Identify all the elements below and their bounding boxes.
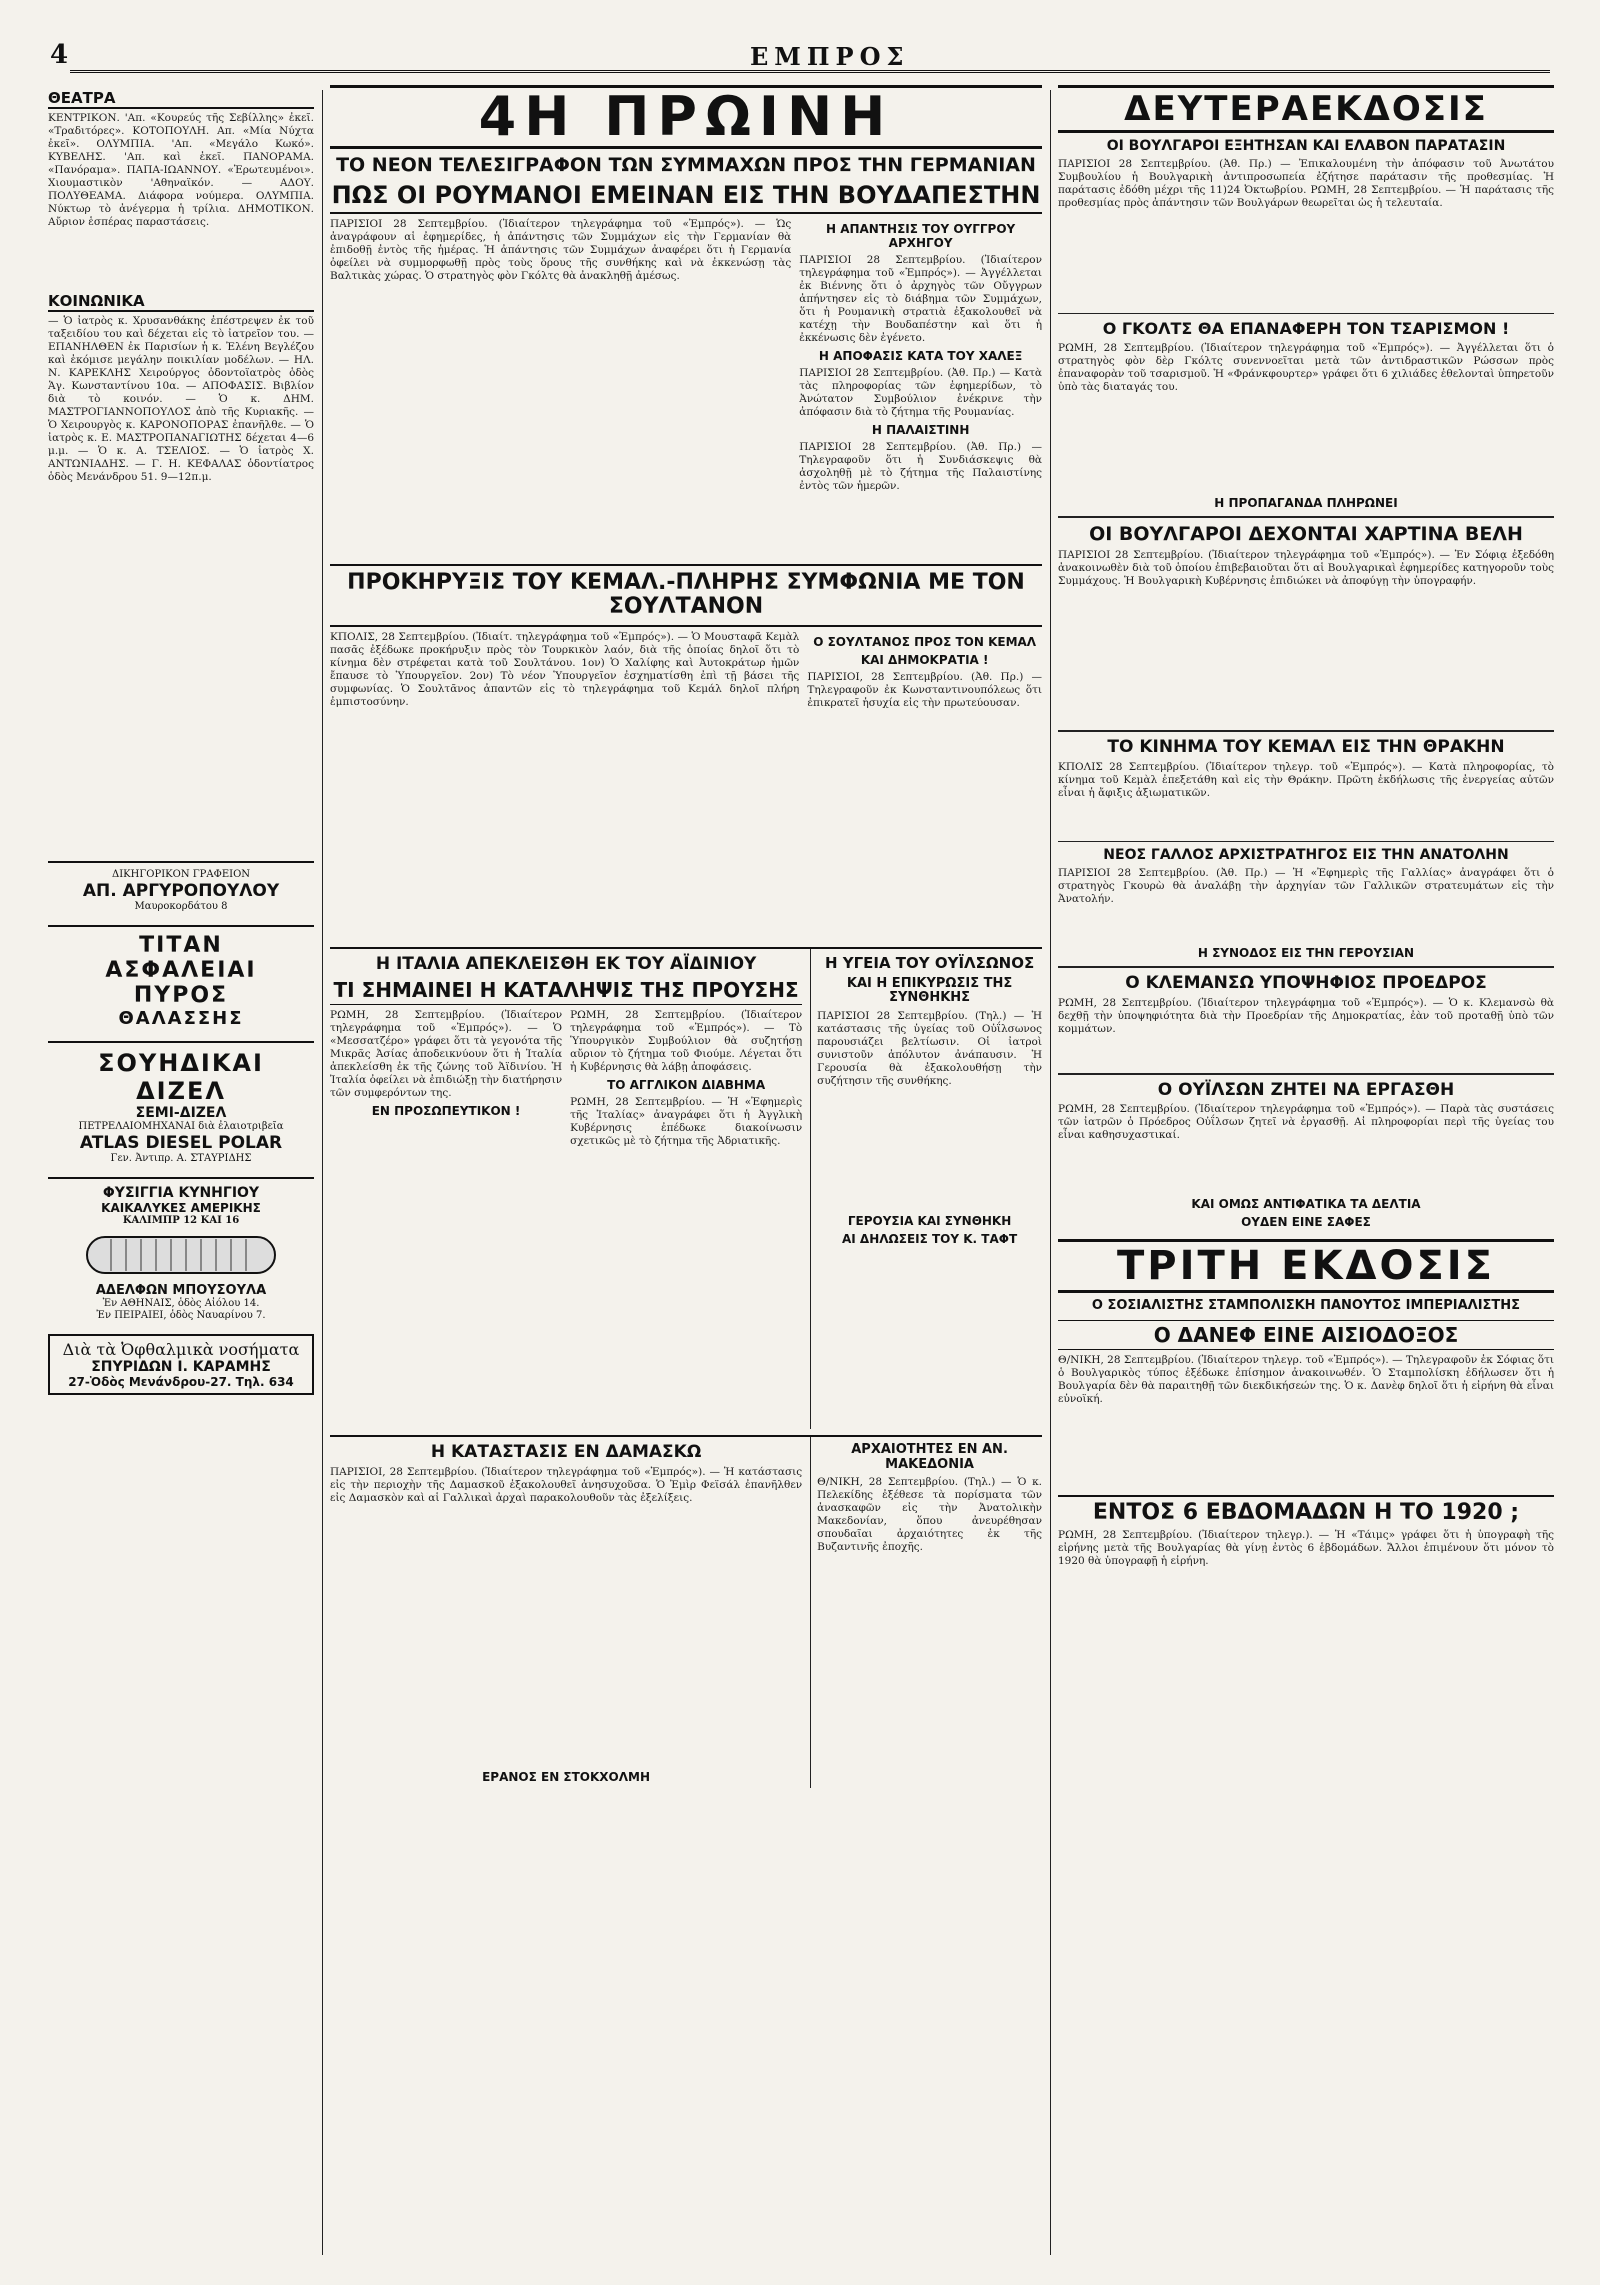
headline-clemenceau: Ο ΚΛΕΜΑΝΣΩ ΥΠΟΨΗΦΙΟΣ ΠΡΟΕΔΡΟΣ bbox=[1125, 972, 1487, 993]
subhead-senate: ΓΕΡΟΥΣΙΑ ΚΑΙ ΣΥΝΘΗΚΗ bbox=[847, 1213, 1012, 1228]
subhead-propaganda: Η ΠΡΟΠΑΓΑΝΔΑ ΠΛΗΡΩΝΕΙ bbox=[1214, 495, 1398, 510]
cartridge-ad: ΦΥΣΙΓΓΙΑ ΚΥΝΗΓΙΟΥ ΚΑΙΚΑΛΥΚΕΣ ΑΜΕΡΙΚΗΣ ΚΑΛΙΜΠΡ 12 ΚΑΙ 16 ΑΔΕΛΦΩΝ ΜΠΟΥΣΟΥΛΑ Ἐν ΑΘΗΝΑΙΣ, ὁδὸς Αἰόλου 14. Ἐν ΠΕΙΡΑΙΕΙ, ὁδὸς Ναυαρίνου 7. bbox=[48, 1177, 314, 1328]
headline-kemal: ΠΡΟΚΗΡΥΞΙΣ ΤΟΥ ΚΕΜΑΛ.-ΠΛΗΡΗΣ ΣΥΜΦΩΝΙΑ ΜΕ ΤΟΝ ΣΟΥΛΤΑΝΟΝ bbox=[330, 564, 1042, 626]
headline-italy: Η ΙΤΑΛΙΑ ΑΠΕΚΛΕΙΣΘΗ ΕΚ ΤΟΥ ΑΪΔΙΝΙΟΥ bbox=[375, 953, 757, 974]
headline-bulgarians-extension: ΟΙ ΒΟΥΛΓΑΡΟΙ ΕΞΗΤΗΣΑΝ ΚΑΙ ΕΛΑΒΟΝ ΠΑΡΑΤΑΣΙΝ bbox=[1106, 138, 1506, 154]
column-second-edition: ΔΕΥΤΕΡΑΕΚΔΟΣΙΣ ΟΙ ΒΟΥΛΓΑΡΟΙ ΕΞΗΤΗΣΑΝ ΚΑΙ ΕΛΑΒΟΝ ΠΑΡΑΤΑΣΙΝ ΠΑΡΙΣΙΟΙ 28 Σεπτεμβρίου. (Ἀθ. Πρ.) — Ἐπικαλουμένη τὴν ἀπόφασιν τοῦ Ἀνωτάτου Συμβουλίου ἡ Βουλγαρικὴ ἀντιπροσωπεία ἐζήτησε παράτασιν τῆς προθεσμίας. Ἡ παράτασις ἐδόθη μέχρι τῆς 11)24 Ὀκτωβρίου. ΡΩΜΗ, 28 Σεπτεμβρίου. — Ἡ παράτασις τῆς προθεσμίας πρὸς ἀπάντησιν τῶν Βουλγάρων θεωρεῖται ὡς ἡ τελευταία. Ο ΓΚΟΛΤΣ ΘΑ ΕΠΑΝΑΦΕΡΗ ΤΟΝ ΤΣΑΡΙΣΜΟΝ ! ΡΩΜΗ, 28 Σεπτεμβρίου. (Ἰδιαίτερον τηλεγράφημα τοῦ «Ἐμπρός»). — Ἀγγέλλεται ὅτι ὁ στρατηγὸς φὸν δὲρ Γκόλτς συνεννοεῖται μετὰ τῶν ἀντιδραστικῶν Ρώσσων πρὸς ἐπαναφορὰν τοῦ τσαρισμοῦ. Ἡ «Φράνκφουρτερ» γράφει ὅτι 6 χιλιάδες ἐθελονταὶ ὑπηρετοῦν ὑπὸ τὰς διαταγάς του. Η ΠΡΟΠΑΓΑΝΔΑ ΠΛΗΡΩΝΕΙ ΟΙ ΒΟΥΛΓΑΡΟΙ ΔΕΧΟΝΤΑΙ ΧΑΡΤΙΝΑ ΒΕΛΗ ΠΑΡΙΣΙΟΙ 28 Σεπτεμβρίου. (Ἰδιαίτερον τηλεγράφημα τοῦ «Ἐμπρός»). — Ἐν Σόφιᾳ ἐξεδόθη ἀνακοινωθὲν διὰ τοῦ ὁποίου ἐπιβεβαιοῦται ὅτι αἱ Βουλγαρικαὶ ἐφημερίδες κατηγοροῦν τοὺς Συμμάχους. Ἡ Βουλγαρικὴ Κυβέρνησις ἐπιδιώκει νὰ ἀποφύγῃ τὴν ὑπογραφήν. ΤΟ ΚΙΝΗΜΑ ΤΟΥ ΚΕΜΑΛ ΕΙΣ ΤΗΝ ΘΡΑΚΗΝ ΚΠΟΛΙΣ 28 Σεπτεμβρίου. (Ἰδιαίτερον τηλεγρ. τοῦ «Ἐμπρός»). — Κατὰ πληροφορίας, τὸ κίνημα τοῦ Κεμὰλ ἐπεξετάθη καὶ εἰς τὴν Θράκην. Πρῶτη ἐκδήλωσις τῆς ἐνεργείας αὐτῶν εἶναι ἡ ἄφιξις ἀξιωματικῶν. ΝΕΟΣ ΓΑΛΛΟΣ ΑΡΧΙΣΤΡΑΤΗΓΟΣ ΕΙΣ ΤΗΝ ΑΝΑΤΟΛΗΝ ΠΑΡΙΣΙΟΙ 28 Σεπτεμβρίου. (Ἀθ. Πρ.) — Ἡ «Ἐφημερὶς τῆς Γαλλίας» ἀναγράφει ὅτι ὁ στρατηγὸς Γκουρὼ θὰ ἀναλάβῃ τὴν ἀρχηγίαν τῶν Γαλλικῶν στρατευμάτων εἰς τὴν Ἀνατολήν. Η ΣΥΝΟΔΟΣ ΕΙΣ ΤΗΝ ΓΕΡΟΥΣΙΑΝ Ο ΚΛΕΜΑΝΣΩ ΥΠΟΨΗΦΙΟΣ ΠΡΟΕΔΡΟΣ ΡΩΜΗ, 28 Σεπτεμβρίου. (Ἰδιαίτερον τηλεγράφημα τοῦ «Ἐμπρός»). — Ὁ κ. Κλεμανσὼ θὰ δεχθῇ τὴν ὑποψηφιότητα διὰ τὴν Προεδρίαν τῆς Δημοκρατίας, ἐὰν τοῦ προταθῇ ὑπὸ τῶν κομμάτων. Ο ΟΥΪΛΣΩΝ ΖΗΤΕΙ ΝΑ ΕΡΓΑΣΘΗ ΡΩΜΗ, 28 Σεπτεμβρίου. (Ἰδιαίτερον τηλεγράφημα τοῦ «Ἐμπρός»). — Παρὰ τὰς συστάσεις τῶν ἰατρῶν ὁ Πρόεδρος Οὐΐλσων ζητεῖ νὰ ἐργασθῇ. Αἱ πληροφορίαι περὶ τῆς ὑγείας του εἶναι καθησυχαστικαί. ΚΑΙ ΟΜΩΣ ΑΝΤΙΦΑΤΙΚΑ ΤΑ ΔΕΛΤΙΑ ΟΥΔΕΝ ΕΙΝΕ ΣΑΦΕΣ ΤΡΙΤΗ ΕΚΔΟΣΙΣ Ο ΣΟΣΙΑΛΙΣΤΗΣ ΣΤΑΜΠΟΛΙΣΚΗ ΠΑΝΟΥΤΟΣ ΙΜΠΕΡΙΑΛΙΣΤΗΣ Ο ΔΑΝΕΦ ΕΙΝΕ ΑΙΣΙΟΔΟΞΟΣ Θ/ΝΙΚΗ, 28 Σεπτεμβρίου. (Ἰδιαίτερον τηλεγρ. τοῦ «Ἐμπρός»). — Τηλεγραφοῦν ἐκ Σόφιας ὅτι ὁ Βουλγαρικὸς τύπος ἐξέδωκε ἐπίσημον ἀνακοινωθέν. Ὁ Σταμπολίσκη ἐδήλωσεν ὅτι ἡ Βουλγαρία δὲν θὰ παραιτηθῇ τῶν διεκδικήσεών της. Ὁ κ. Δανὲφ δηλοῖ ὅτι ἡ εἰρήνη θὰ εἶναι εὐνοϊκή. ΕΝΤΟΣ 6 ΕΒΔΟΜΑΔΩΝ Η ΤΟ 1920 ; ΡΩΜΗ, 28 Σεπτεμβρίου. (Ἰδιαίτερον τηλεγρ.). — Ἡ «Τάιμς» γράφει ὅτι ἡ ὑπογραφὴ τῆς εἰρήνης μετὰ τῆς Βουλγαρίας θὰ γίνῃ ἐντὸς 6 ἑβδομάδων. Ἄλλοι ἐπιμένουν ὅτι μόνον τὸ 1920 θὰ ὑπογραφῇ ἡ εἰρήνη. bbox=[1058, 85, 1554, 1609]
subhead-taft: ΑΙ ΔΗΛΩΣΕΙΣ ΤΟΥ Κ. ΤΑΦΤ bbox=[842, 1231, 1018, 1246]
headline-damascus: Η ΚΑΤΑΣΤΑΣΙΣ ΕΝ ΔΑΜΑΣΚΩ bbox=[430, 1442, 702, 1463]
headline-kemal-thrace: ΤΟ ΚΙΝΗΜΑ ΤΟΥ ΚΕΜΑΛ ΕΙΣ ΤΗΝ ΘΡΑΚΗΝ bbox=[1107, 736, 1505, 757]
social-title: ΚΟΙΝΩΝΙΚΑ bbox=[48, 292, 314, 312]
law-office-ad: ΔΙΚΗΓΟΡΙΚΟΝ ΓΡΑΦΕΙΟΝ ΑΠ. ΑΡΓΥΡΟΠΟΥΛΟΥ Μαυροκορδάτου 8 bbox=[48, 861, 314, 919]
headline-ultimatum: ΤΟ ΝΕΟΝ ΤΕΛΕΣΙΓΡΑΦΟΝ ΤΩΝ ΣΥΜΜΑΧΩΝ ΠΡΟΣ ΤΗΝ ΓΕΡΜΑΝΙΑΝ bbox=[336, 154, 1036, 176]
third-edition-banner: ΤΡΙΤΗ ΕΚΔΟΣΙΣ bbox=[1058, 1239, 1554, 1293]
headline-french-general: ΝΕΟΣ ΓΑΛΛΟΣ ΑΡΧΙΣΤΡΑΤΗΓΟΣ ΕΙΣ ΤΗΝ ΑΝΑΤΟΛΗΝ bbox=[1103, 846, 1509, 863]
headline-stamboliski: Ο ΣΟΣΙΑΛΙΣΤΗΣ ΣΤΑΜΠΟΛΙΣΚΗ ΠΑΝΟΥΤΟΣ ΙΜΠΕΡΙΑΛΙΣΤΗΣ bbox=[1091, 1298, 1521, 1314]
italy-section: Η ΙΤΑΛΙΑ ΑΠΕΚΛΕΙΣΘΗ ΕΚ ΤΟΥ ΑΪΔΙΝΙΟΥ ΤΙ ΣΗΜΑΙΝΕΙ Η ΚΑΤΑΛΗΨΙΣ ΤΗΣ ΠΡΟΥΣΗΣ ΡΩΜΗ, 28 Σεπτεμβρίου. (Ἰδιαίτερον τηλεγράφημα τοῦ «Ἐμπρός»). — Ὁ «Μεσσατζέρο» γράφει ὅτι τὰ γεγονότα τῆς Μικρᾶς Ἀσίας ἀποδεικνύουν ὅτι ἡ Ἰταλία ἀπεκλείσθη ἐκ τῆς ζώνης τοῦ Ἀϊδινίου. Ἡ Ἰταλία ὀφείλει νὰ ἐπιδιώξῃ τὴν διατήρησιν τῶν συμφερόντων της. ΕΝ ΠΡΟΣΩΠΕΥΤΙΚΟΝ ! ΡΩΜΗ, 28 Σεπτεμβρίου. (Ἰδιαίτερον τηλεγράφημα τοῦ «Ἐμπρός»). — Τὸ Ὑπουργικὸν Συμβούλιον θὰ συζητήσῃ αὔριον τὸ ζήτημα τοῦ Φιούμε. Λέγεται ὅτι ἡ Κυβέρνησις θὰ λάβῃ ἀποφάσεις. ΤΟ ΑΓΓΛΙΚΟΝ ΔΙΑΒΗΜΑ ΡΩΜΗ, 28 Σεπτεμβρίου. — Ἡ «Ἐφημερὶς τῆς Ἰταλίας» ἀναγράφει ὅτι ἡ Ἀγγλικὴ Κυβέρνησις ἐπέδωκε διακοίνωσιν σχετικῶς μὲ τὸ ζήτημα τῆς Ἀδριατικῆς. Η ΥΓΕΙΑ ΤΟΥ ΟΥΪΛΣΩΝΟΣ ΚΑΙ Η ΕΠΙΚΥΡΩΣΙΣ ΤΗΣ ΣΥΝΘΗΚΗΣ ΠΑΡΙΣΙΟΙ 28 Σεπτεμβρίου. (Τηλ.) — Ἡ κατάστασις τῆς ὑγείας τοῦ Οὐΐλσωνος παρουσιάζει βελτίωσιν. Οἱ ἰατροὶ συνιστοῦν ἀπόλυτον ἀνάπαυσιν. Ἡ Γερουσία θὰ ἐξακολουθήσῃ τὴν συζήτησιν τῆς συνθήκης. ΓΕΡΟΥΣΙΑ ΚΑΙ ΣΥΝΘΗΚΗ ΑΙ ΔΗΛΩΣΕΙΣ ΤΟΥ Κ. ΤΑΦΤ bbox=[330, 947, 1042, 1430]
headline-treaty: ΚΑΙ Η ΕΠΙΚΥΡΩΣΙΣ ΤΗΣ ΣΥΝΘΗΚΗΣ bbox=[846, 976, 1013, 1006]
page-number: 4 bbox=[50, 40, 69, 70]
headline-wilson-work: Ο ΟΥΪΛΣΩΝ ΖΗΤΕΙ ΝΑ ΕΡΓΑΣΘΗ bbox=[1157, 1079, 1455, 1100]
theatres-title: ΘΕΑΤΡΑ bbox=[48, 89, 314, 109]
masthead-rule bbox=[70, 70, 1550, 73]
subhead-democracy: ΚΑΙ ΔΗΜΟΚΡΑΤΙΑ ! bbox=[860, 652, 989, 667]
lead-story-block: ΠΑΡΙΣΙΟΙ 28 Σεπτεμβρίου. (Ἰδιαίτερον τηλεγράφημα τοῦ «Ἐμπρός»). — Ὡς ἀναγράφουν αἱ ἐφημερίδες, ἡ ἀπάντησις τῶν Συμμάχων εἰς τὴν Γερμανίαν θὰ ἐπιδοθῇ ἐντὸς τῆς ἡμέρας. Ἡ ἀπάντησις τῶν Συμμάχων ἀναφέρει ὅτι ἡ Γερμανία ὀφείλει νὰ συμμορφωθῇ πρὸς τοὺς ὅρους τῆς συνθήκης καὶ νὰ ἐκκενώσῃ τὰς Βαλτικὰς χώρας. Ὁ στρατηγὸς φὸν Γκόλτς θὰ ἀνακληθῇ ἀμέσως. Η ΑΠΑΝΤΗΣΙΣ ΤΟΥ ΟΥΓΓΡΟΥ ΑΡΧΗΓΟΥ ΠΑΡΙΣΙΟΙ 28 Σεπτεμβρίου. (Ἰδιαίτερον τηλεγράφημα τοῦ «Ἐμπρός»). — Ἀγγέλλεται ἐκ Βιέννης ὅτι ὁ ἀρχηγὸς τῶν Οὔγγρων ἀπήντησεν εἰς τὸ διάβημα τῶν Συμμάχων, ὅτι ἡ Ρουμανικὴ στρατιὰ ἐξακολουθεῖ νὰ κατέχῃ τὴν Βουδαπέστην καὶ ὅτι ἡ ἐκκένωσις δὲν ἐγένετο. Η ΑΠΟΦΑΣΙΣ ΚΑΤΑ ΤΟΥ ΧΑΛΕΞ ΠΑΡΙΣΙΟΙ 28 Σεπτεμβρίου. (Ἀθ. Πρ.) — Κατὰ τὰς πληροφορίας τῶν ἐφημερίδων, τὸ Ἀνώτατον Συμβούλιον ἐνέκρινε τὴν ἀπόφασιν διὰ τὸ ζήτημα τῆς Ρουμανίας. Η ΠΑΛΑΙΣΤΙΝΗ ΠΑΡΙΣΙΟΙ 28 Σεπτεμβρίου. (Ἀθ. Πρ.) — Τηλεγραφοῦν ὅτι ἡ Συνδιάσκεψις θὰ ἀσχοληθῇ μὲ τὸ ζήτημα τῆς Παλαιστίνης ἐντὸς τῶν ἡμερῶν. bbox=[330, 218, 1042, 558]
theatres-text: ΚΕΝΤΡΙΚΟΝ. 'Απ. «Κουρεύς τῆς Σεβίλλης» ἐκεῖ. «Τραδιτόρες». ΚΟΤΟΠΟΥΛΗ. Απ. «Μία Νύχτα ἐκεῖ». ΟΛΥΜΠΙΑ. 'Απ. «Μεγάλο Κωκό». ΚΥΒΕΛΗΣ. 'Απ. καὶ ἐκεῖ. ΠΑΝΟΡΑΜΑ. «Πανόραμα». ΠΑΠΑ-ΙΩΑΝΝΟΥ. «Ἐρωτευμένοι». Χιουμαστικὸν 'Αθηναϊκόν. — ΑΔΟΥ. ΠΟΛΥΘΕΑΜΑ. Διάφορα νούμερα. ΟΛΥΜΠΙΑ. Νύκτωρ τὸ ἀνέγερμα ἡ τρίλια. ΔΗΜΟΤΙΚΟΝ. Αὔριον ἑσπέρας παραστάσεις. bbox=[48, 112, 314, 228]
headline-paper-arrows: ΟΙ ΒΟΥΛΓΑΡΟΙ ΔΕΧΟΝΤΑΙ ΧΑΡΤΙΝΑ ΒΕΛΗ bbox=[1089, 522, 1523, 545]
headline-prusa: ΤΙ ΣΗΜΑΙΝΕΙ Η ΚΑΤΑΛΗΨΙΣ ΤΗΣ ΠΡΟΥΣΗΣ bbox=[330, 979, 802, 1005]
optics-ad: Διὰ τὰ Ὀφθαλμικὰ νοσήματα ΣΠΥΡΙΔΩΝ Ι. ΚΑΡΑΜΗΣ 27-Ὁδὸς Μενάνδρου-27. Τηλ. 634 bbox=[48, 1334, 314, 1395]
damascus-section: Η ΚΑΤΑΣΤΑΣΙΣ ΕΝ ΔΑΜΑΣΚΩ ΠΑΡΙΣΙΟΙ, 28 Σεπτεμβρίου. (Ἰδιαίτερον τηλεγράφημα τοῦ «Ἐμπρός»). — Ἡ κατάστασις εἰς τὴν περιοχὴν τῆς Δαμασκοῦ ἐξακολουθεῖ ἀνησυχοῦσα. Ὁ Ἐμὶρ Φεϊσάλ ἐπανῆλθεν εἰς Δαμασκὸν καὶ αἱ Γαλλικαὶ ἀρχαὶ παρακολουθοῦν τὰς ἐξελίξεις. ΕΡΑΝΟΣ ΕΝ ΣΤΟΚΧΟΛΜΗ ΑΡΧΑΙΟΤΗΤΕΣ ΕΝ ΑΝ. ΜΑΚΕΔΟΝΙΑ Θ/ΝΙΚΗ, 28 Σεπτεμβρίου. (Τηλ.) — Ὁ κ. Πελεκίδης ἐξέθεσε τὰ πορίσματα τῶν ἀνασκαφῶν εἰς τὴν Ἀνατολικὴν Μακεδονίαν, ὅπου ἀνευρέθησαν σπουδαῖαι ἀρχαιότητες ἐκ τῆς Βυζαντινῆς ἐποχῆς. bbox=[330, 1435, 1042, 1788]
subhead-sultan: Ο ΣΟΥΛΤΑΝΟΣ ΠΡΟΣ ΤΟΝ ΚΕΜΑΛ bbox=[813, 634, 1037, 649]
lead-story-text: ΠΑΡΙΣΙΟΙ 28 Σεπτεμβρίου. (Ἰδιαίτερον τηλεγράφημα τοῦ «Ἐμπρός»). — Ὡς ἀναγράφουν αἱ ἐφημερίδες, ἡ ἀπάντησις τῶν Συμμάχων εἰς τὴν Γερμανίαν θὰ ἐπιδοθῇ ἐντὸς τῆς ἡμέρας. Ἡ ἀπάντησις τῶν Συμμάχων ἀναφέρει ὅτι ἡ Γερμανία ὀφείλει νὰ συμμορφωθῇ πρὸς τοὺς ὅρους τῆς συνθήκης καὶ νὰ ἐκκενώσῃ τὰς Βαλτικὰς χώρας. Ὁ στρατηγὸς φὸν Γκόλτς θὰ ἀνακληθῇ ἀμέσως. bbox=[330, 218, 792, 283]
headline-danev: Ο ΔΑΝΕΦ ΕΙΝΕ ΑΙΣΙΟΔΟΞΟΣ bbox=[1058, 1320, 1554, 1350]
headline-six-weeks: ΕΝΤΟΣ 6 ΕΒΔΟΜΑΔΩΝ Η ΤΟ 1920 ; bbox=[1058, 1495, 1554, 1525]
column-main bbox=[330, 85, 1042, 1788]
subhead-personal: ΕΝ ΠΡΟΣΩΠΕΥΤΙΚΟΝ ! bbox=[371, 1104, 521, 1119]
social-text: — Ὁ ἰατρὸς κ. Χρυσανθάκης ἐπέστρεψεν ἐκ τοῦ ταξειδίου του καὶ δέχεται εἰς τὸ ἰατρεῖον του. —ΕΠΑΝΗΛΘΕΝ ἐκ Παρισίων ἡ κ. Ἐλένη Βεγλέζου καὶ ἐκόμισε μεγάλην ποικιλίαν μοδέλων. — ΗΛ. Ν. ΚΑΡΕΚΛΗΣ Χειρούργος ὀδοντοϊατρὸς ὁδὸς Ἁγ. Κωνσταντίνου 10α. — ΑΠΟΦΑΣΙΣ. Βιβλίον διὰ τὸ κοινόν. — Ὁ κ. ΔΗΜ. ΜΑΣΤΡΟΓΙΑΝΝΟΠΟΥΛΟΣ ἀπὸ τῆς Κυριακῆς. — Ὁ Χειρουργὸς κ. ΚΑΡΟΝΟΠΟΡΑΣ ἐπανῆλθε. — Ὁ ἰατρὸς κ. Ε. ΜΑΣΤΡΟΠΑΝΑΓΙΩΤΗΣ δέχεται 4—6 μ.μ. — Ὁ κ. Α. ΤΣΕΛΙΟΣ. — Ὁ ἰατρὸς Χ. ΑΝΤΩΝΙΑΔΗΣ. — Γ. Η. ΚΕΦΑΛΑΣ ὁδοντίατρος ὁδὸς Μενάνδρου 51. 9—12π.μ. bbox=[48, 315, 314, 483]
headline-goltz: Ο ΓΚΟΛΤΣ ΘΑ ΕΠΑΝΑΦΕΡΗ ΤΟΝ ΤΣΑΡΙΣΜΟΝ ! bbox=[1102, 319, 1510, 339]
subhead-palestine: Η ΠΑΛΑΙΣΤΙΝΗ bbox=[871, 423, 970, 438]
kemal-story-block: ΚΠΟΛΙΣ, 28 Σεπτεμβρίου. (Ἰδιαίτ. τηλεγράφημα τοῦ «Ἐμπρός»). — Ὁ Μουσταφᾶ Κεμὰλ πασᾶς ἐξέδωκε προκήρυξιν πρὸς τὸν Τουρκικὸν λαόν, διὰ τῆς ὁποίας δηλοῖ ὅτι τὸ κίνημα δὲν στρέφεται κατὰ τοῦ Σουλτάνου. 1ον) Ὁ Χαλίφης καὶ Ἀυτοκράτωρ ἡμῶν ἔπαυσε τὸ Ὑπουργεῖον. 2ον) Τὸ νέον Ὑπουργεῖον ἐσχηματίσθη ἐπὶ τῇ βάσει τῆς συμφωνίας. Ὁ Σουλτᾶνος ἀπαντῶν εἰς τὸ τηλεγράφημα τοῦ Κεμάλ δηλοῖ πλήρη ἐμπιστοσύνην. Ο ΣΟΥΛΤΑΝΟΣ ΠΡΟΣ ΤΟΝ ΚΕΜΑΛ ΚΑΙ ΔΗΜΟΚΡΑΤΙΑ ! ΠΑΡΙΣΙΟΙ, 28 Σεπτεμβρίου. (Ἀθ. Πρ.) — Τηλεγραφοῦν ἐκ Κωνσταντινουπόλεως ὅτι ἐπικρατεῖ ἡσυχία εἰς τὴν πρωτεύουσαν. bbox=[330, 631, 1042, 941]
column-divider bbox=[1050, 90, 1051, 2255]
second-edition-banner: ΔΕΥΤΕΡΑΕΚΔΟΣΙΣ bbox=[1058, 85, 1554, 133]
column-divider bbox=[322, 90, 323, 2255]
masthead bbox=[50, 40, 1550, 80]
subhead-hungarian: Η ΑΠΑΝΤΗΣΙΣ ΤΟΥ ΟΥΓΓΡΟΥ ΑΡΧΗΓΟΥ bbox=[825, 222, 1016, 251]
subhead-decision: Η ΑΠΟΦΑΣΙΣ ΚΑΤΑ ΤΟΥ ΧΑΛΕΞ bbox=[818, 349, 1023, 364]
edition-banner: 4Η ΠΡΩΙΝΗ bbox=[330, 85, 1042, 149]
paper-name: ΕΜΠΡΟΣ bbox=[750, 42, 910, 71]
headline-romanians: ΠΩΣ ΟΙ ΡΟΥΜΑΝΟΙ ΕΜΕΙΝΑΝ ΕΙΣ ΤΗΝ ΒΟΥΔΑΠΕΣΤΗΝ bbox=[330, 182, 1042, 214]
column-ads bbox=[48, 85, 314, 1401]
cartridge-box-illustration bbox=[81, 1231, 281, 1279]
subhead-english: ΤΟ ΑΓΓΛΙΚΟΝ ΔΙΑΒΗΜΑ bbox=[607, 1078, 766, 1093]
headline-wilson-health: Η ΥΓΕΙΑ ΤΟΥ ΟΥΪΛΣΩΝΟΣ bbox=[824, 953, 1035, 972]
subhead-unclear: ΟΥΔΕΝ ΕΙΝΕ ΣΑΦΕΣ bbox=[1241, 1215, 1371, 1230]
subhead-bulletins: ΚΑΙ ΟΜΩΣ ΑΝΤΙΦΑΤΙΚΑ ΤΑ ΔΕΛΤΙΑ bbox=[1191, 1197, 1421, 1212]
subhead-stockholm: ΕΡΑΝΟΣ ΕΝ ΣΤΟΚΧΟΛΜΗ bbox=[482, 1770, 651, 1785]
kemal-story-text: ΚΠΟΛΙΣ, 28 Σεπτεμβρίου. (Ἰδιαίτ. τηλεγράφημα τοῦ «Ἐμπρός»). — Ὁ Μουσταφᾶ Κεμὰλ πασᾶς ἐξέδωκε προκήρυξιν πρὸς τὸν Τουρκικὸν λαόν, διὰ τῆς ὁποίας δηλοῖ ὅτι τὸ κίνημα δὲν στρέφεται κατὰ τοῦ Σουλτάνου. 1ον) Ὁ Χαλίφης καὶ Ἀυτοκράτωρ ἡμῶν ἔπαυσε τὸ Ὑπουργεῖον. 2ον) Τὸ νέον Ὑπουργεῖον ἐσχηματίσθη ἐπὶ τῇ βάσει τῆς συμφωνίας. Ὁ Σουλτᾶνος ἀπαντῶν εἰς τὸ τηλεγράφημα τοῦ Κεμάλ δηλοῖ πλήρη ἐμπιστοσύνην. bbox=[330, 630, 800, 708]
headline-antiquities: ΑΡΧΑΙΟΤΗΤΕΣ ΕΝ ΑΝ. ΜΑΚΕΔΟΝΙΑ bbox=[851, 1442, 1008, 1472]
titan-insurance-ad: ΤΙΤΑΝ ΑΣΦΑΛΕΙΑΙ ΠΥΡΟΣ ΘΑΛΑΣΣΗΣ bbox=[48, 925, 314, 1035]
diesel-engine-ad: ΣΟΥΗΔΙΚΑΙ ΔΙΖΕΛ ΣΕΜΙ-ΔΙΖΕΛ ΠΕΤΡΕΛΑΙΟΜΗΧΑΝΑΙ διὰ ἐλαιοτριβεῖα ATLAS DIESEL POLAR Γεν. Ἀντιπρ. Α. ΣΤΑΥΡΙΔΗΣ bbox=[48, 1041, 314, 1171]
subhead-synod: Η ΣΥΝΟΔΟΣ ΕΙΣ ΤΗΝ ΓΕΡΟΥΣΙΑΝ bbox=[1197, 945, 1415, 960]
